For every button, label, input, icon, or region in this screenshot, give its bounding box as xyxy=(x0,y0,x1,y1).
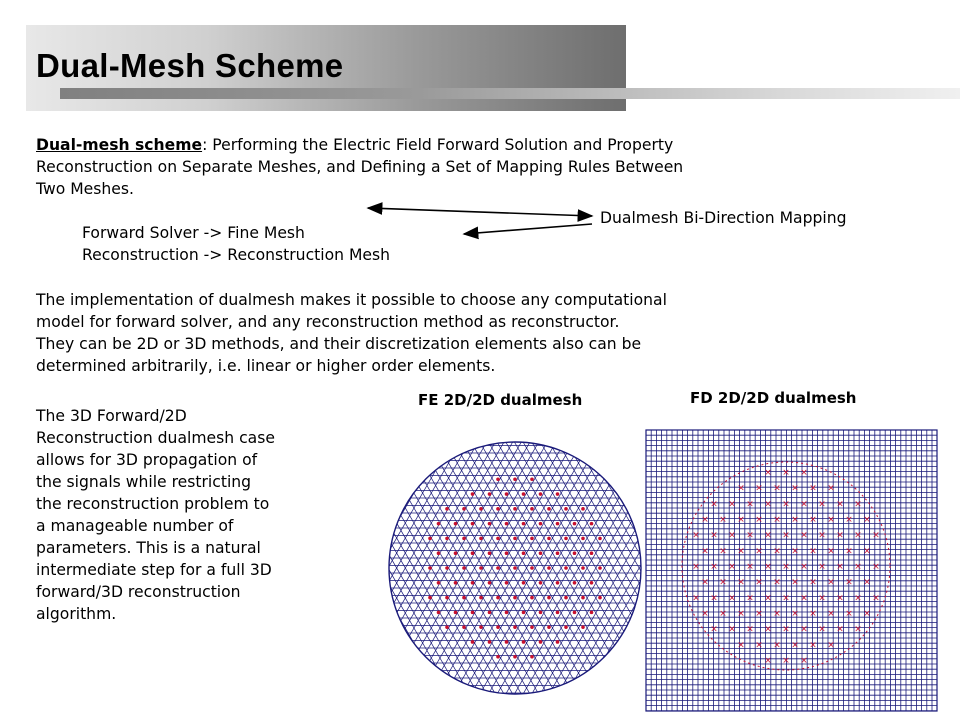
fd-node: × xyxy=(818,530,826,541)
fd-node: × xyxy=(782,499,790,510)
fd-node: × xyxy=(755,640,763,651)
fd-node: × xyxy=(755,546,763,557)
fd-node: × xyxy=(710,499,718,510)
case3d-line-1: The 3D Forward/2D xyxy=(36,407,187,425)
fd-node: × xyxy=(863,515,871,526)
fd-node: × xyxy=(791,608,799,619)
fd-node: × xyxy=(764,530,772,541)
fd-node: × xyxy=(836,593,844,604)
forward-solver-line: Forward Solver -> Fine Mesh xyxy=(82,224,305,242)
fd-node: × xyxy=(773,608,781,619)
fd-node: × xyxy=(773,577,781,588)
fd-node: × xyxy=(836,499,844,510)
reconstruction-line: Reconstruction -> Reconstruction Mesh xyxy=(82,246,391,264)
fd-node: × xyxy=(746,624,754,635)
fd-node: × xyxy=(809,608,817,619)
fd-node: × xyxy=(827,483,835,494)
fd-node: × xyxy=(863,577,871,588)
fd-node: × xyxy=(836,530,844,541)
fd-node: × xyxy=(692,593,700,604)
case3d-line-5: the reconstruction problem to xyxy=(36,495,270,513)
fd-node: × xyxy=(737,608,745,619)
fd-node: × xyxy=(809,640,817,651)
case3d-line-9: forward/3D reconstruction xyxy=(36,583,241,601)
fd-node: × xyxy=(782,593,790,604)
fd-node: × xyxy=(827,515,835,526)
fd-node: × xyxy=(746,499,754,510)
fd-node: × xyxy=(755,483,763,494)
fd-node: × xyxy=(872,530,880,541)
case3d-line-4: the signals while restricting xyxy=(36,473,252,491)
fd-node: × xyxy=(782,624,790,635)
fd-node: × xyxy=(827,608,835,619)
fd-node: × xyxy=(827,546,835,557)
fd-node: × xyxy=(692,530,700,541)
fd-node: × xyxy=(854,530,862,541)
fd-node: × xyxy=(800,499,808,510)
fd-node: × xyxy=(764,562,772,572)
fd-node: × xyxy=(764,655,772,666)
fd-node: × xyxy=(791,640,799,651)
fd-node: × xyxy=(701,608,709,619)
fd-node: × xyxy=(800,530,808,541)
fd-node: × xyxy=(791,515,799,526)
fd-node: × xyxy=(836,562,844,572)
fd-node: × xyxy=(854,593,862,604)
fd-node: × xyxy=(746,593,754,604)
implementation-line-1: The implementation of dualmesh makes it possible to choose any computational xyxy=(36,291,667,309)
intro-line-3: Two Meshes. xyxy=(36,180,134,198)
fd-node: × xyxy=(809,577,817,588)
fd-node: × xyxy=(818,499,826,510)
fd-node: × xyxy=(728,499,736,510)
implementation-line-2: model for forward solver, and any reconstruction method as reconstructor. xyxy=(36,313,620,331)
fd-node: × xyxy=(773,546,781,557)
fd-node: × xyxy=(737,483,745,494)
fd-node: × xyxy=(728,593,736,604)
fd-node: × xyxy=(746,562,754,572)
fd-node: × xyxy=(737,546,745,557)
fd-node: × xyxy=(719,577,727,588)
mapping-label: Dualmesh Bi-Direction Mapping xyxy=(600,209,847,227)
fd-node: × xyxy=(701,577,709,588)
fd-node: × xyxy=(863,608,871,619)
fd-node: × xyxy=(719,546,727,557)
fd-node: × xyxy=(710,562,718,572)
fd-node: × xyxy=(854,499,862,510)
intro-lead: Dual-mesh scheme xyxy=(36,136,203,154)
fd-node: × xyxy=(764,499,772,510)
fd-node: × xyxy=(863,546,871,557)
fd-node: × xyxy=(764,593,772,604)
fd-node: × xyxy=(755,608,763,619)
fd-node: × xyxy=(845,515,853,526)
fe-caption: FE 2D/2D dualmesh xyxy=(418,391,583,409)
fd-caption: FD 2D/2D dualmesh xyxy=(690,389,857,407)
fd-node: × xyxy=(854,624,862,635)
fd-node: × xyxy=(773,483,781,494)
fd-node: × xyxy=(728,624,736,635)
fd-node: × xyxy=(872,593,880,604)
fd-node: × xyxy=(710,530,718,541)
fd-node: × xyxy=(818,593,826,604)
slide-title: Dual-Mesh Scheme xyxy=(36,47,344,84)
fd-node: × xyxy=(782,655,790,666)
fd-node: × xyxy=(701,515,709,526)
fd-node: × xyxy=(791,483,799,494)
fd-node: × xyxy=(845,577,853,588)
fd-node: × xyxy=(710,593,718,604)
fd-node: × xyxy=(800,655,808,666)
fd-node: × xyxy=(800,562,808,572)
fd-node: × xyxy=(764,468,772,479)
fd-node: × xyxy=(728,530,736,541)
case3d-line-2: Reconstruction dualmesh case xyxy=(36,429,275,447)
fd-node: × xyxy=(782,468,790,479)
fd-node: × xyxy=(737,640,745,651)
case3d-line-7: parameters. This is a natural xyxy=(36,539,261,557)
fd-node: × xyxy=(845,546,853,557)
fd-node: × xyxy=(800,624,808,635)
fd-node: × xyxy=(809,546,817,557)
fd-node: × xyxy=(800,593,808,604)
fd-node: × xyxy=(737,515,745,526)
intro-line-2: Reconstruction on Separate Meshes, and Defining a Set of Mapping Rules Between xyxy=(36,158,684,176)
fd-node: × xyxy=(791,546,799,557)
fd-node: × xyxy=(701,546,709,557)
case3d-line-10: algorithm. xyxy=(36,605,117,623)
fd-node: × xyxy=(719,608,727,619)
fd-node: × xyxy=(818,562,826,572)
fd-node: × xyxy=(827,640,835,651)
fd-node: × xyxy=(854,562,862,572)
implementation-line-4: determined arbitrarily, i.e. linear or higher order elements. xyxy=(36,357,496,375)
case3d-line-8: intermediate step for a full 3D xyxy=(36,561,272,579)
implementation-line-3: They can be 2D or 3D methods, and their discretization elements also can be xyxy=(36,335,642,353)
case3d-line-3: allows for 3D propagation of xyxy=(36,451,258,469)
fd-node: × xyxy=(755,515,763,526)
fd-node: × xyxy=(737,577,745,588)
fd-node: × xyxy=(755,577,763,588)
fd-node: × xyxy=(782,562,790,572)
fd-node: × xyxy=(845,608,853,619)
case3d-line-6: a manageable number of xyxy=(36,517,234,535)
fd-node: × xyxy=(728,562,736,572)
fd-node: × xyxy=(773,640,781,651)
fd-node: × xyxy=(782,530,790,541)
fd-node: × xyxy=(809,483,817,494)
fd-node: × xyxy=(836,624,844,635)
fd-node: × xyxy=(764,624,772,635)
fd-node: × xyxy=(719,515,727,526)
fd-node: × xyxy=(809,515,817,526)
fd-node: × xyxy=(692,562,700,572)
fd-node: × xyxy=(773,515,781,526)
fd-node: × xyxy=(872,562,880,572)
fd-node: × xyxy=(791,577,799,588)
fd-node: × xyxy=(746,530,754,541)
intro-line-1: : Performing the Electric Field Forward Solution and Property xyxy=(202,136,674,154)
fd-node: × xyxy=(800,468,808,479)
fd-node: × xyxy=(710,624,718,635)
fd-node: × xyxy=(827,577,835,588)
fd-node: × xyxy=(818,624,826,635)
